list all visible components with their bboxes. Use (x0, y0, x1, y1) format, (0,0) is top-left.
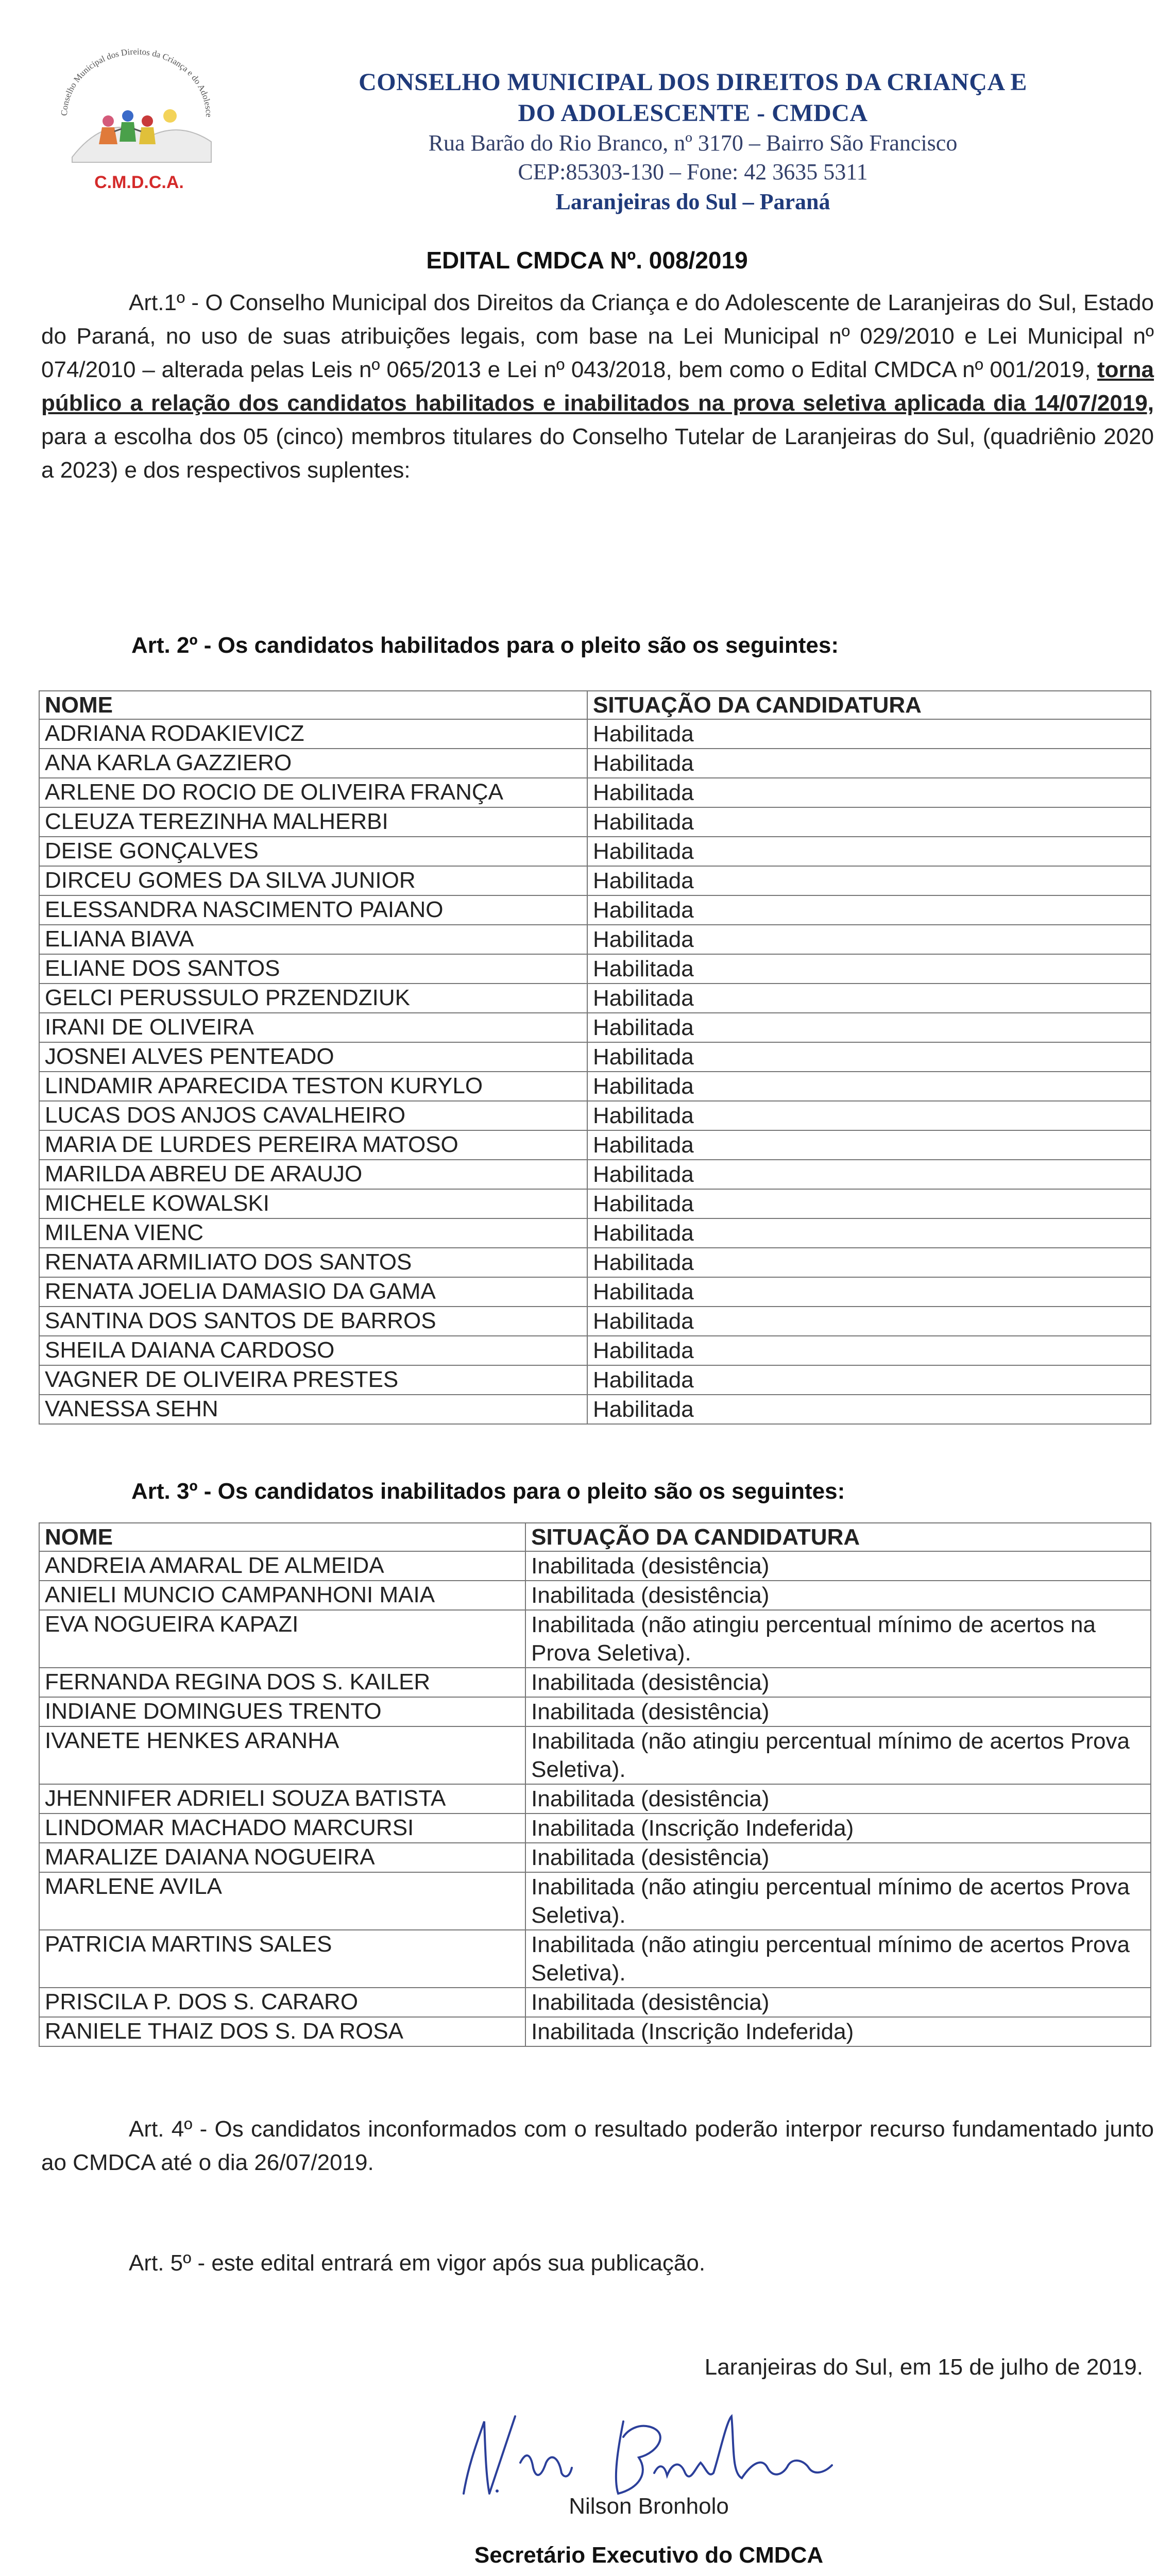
candidacy-status: Habilitada (587, 1365, 1151, 1395)
table-row (39, 749, 1151, 778)
candidate-name: MARILDA ABREU DE ARAUJO (39, 1160, 587, 1189)
table-row (39, 1697, 1151, 1726)
candidacy-status: Inabilitada (desistência) (525, 1988, 1151, 2017)
table-row (39, 1336, 1151, 1365)
table-row (39, 1101, 1151, 1130)
candidate-name: FERNANDA REGINA DOS S. KAILER (39, 1668, 525, 1697)
candidate-name: GELCI PERUSSULO PRZENDZIUK (39, 984, 587, 1013)
article-4-text: Art. 4º - Os candidatos inconformados com o resultado poderão interpor recurso fundamentado junto ao CMDCA até o dia 26/07/2019. (41, 2116, 1154, 2175)
council-name-line1: CONSELHO MUNICIPAL DOS DIREITOS DA CRIANÇA E (359, 69, 1027, 96)
candidate-name: PRISCILA P. DOS S. CARARO (39, 1988, 525, 2017)
candidate-name: LINDOMAR MACHADO MARCURSI (39, 1814, 525, 1843)
candidacy-status: Inabilitada (não atingiu percentual mínimo de acertos Prova Seletiva). (525, 1872, 1151, 1930)
candidacy-status: Habilitada (587, 895, 1151, 925)
table-row (39, 778, 1151, 807)
place-and-date: Laranjeiras do Sul, em 15 de julho de 2019. (704, 2354, 1143, 2380)
edital-title: EDITAL CMDCA Nº. 008/2019 (426, 247, 748, 274)
article-5 (41, 2246, 1154, 2280)
candidacy-status: Inabilitada (desistência) (525, 1697, 1151, 1726)
candidate-name: VANESSA SEHN (39, 1395, 587, 1424)
table-row (39, 1307, 1151, 1336)
table-row (39, 1668, 1151, 1697)
candidate-name: ELIANE DOS SANTOS (39, 954, 587, 984)
table-row (39, 1248, 1151, 1277)
candidate-name: VAGNER DE OLIVEIRA PRESTES (39, 1365, 587, 1395)
candidacy-status: Habilitada (587, 1395, 1151, 1424)
candidacy-status: Habilitada (587, 719, 1151, 749)
article-1 (41, 286, 1154, 487)
candidacy-status: Habilitada (587, 1101, 1151, 1130)
table-row (39, 1395, 1151, 1424)
table-row (39, 1930, 1151, 1988)
table-row (39, 1013, 1151, 1042)
candidate-name: DIRCEU GOMES DA SILVA JUNIOR (39, 866, 587, 895)
candidacy-status: Habilitada (587, 778, 1151, 807)
candidate-name: IRANI DE OLIVEIRA (39, 1013, 587, 1042)
candidacy-status: Habilitada (587, 866, 1151, 895)
table-row (39, 866, 1151, 895)
table-row (39, 1610, 1151, 1668)
candidacy-status: Inabilitada (Inscrição Indeferida) (525, 1814, 1151, 1843)
candidate-name: ARLENE DO ROCIO DE OLIVEIRA FRANÇA (39, 778, 587, 807)
table-row (39, 807, 1151, 837)
candidate-name: SANTINA DOS SANTOS DE BARROS (39, 1307, 587, 1336)
candidacy-status: Habilitada (587, 837, 1151, 866)
candidate-name: MICHELE KOWALSKI (39, 1189, 587, 1218)
column-header-name: NOME (39, 1523, 525, 1551)
table-row (39, 1551, 1151, 1581)
candidate-name: CLEUZA TEREZINHA MALHERBI (39, 807, 587, 837)
candidate-name: PATRICIA MARTINS SALES (39, 1930, 525, 1988)
table-row (39, 1843, 1151, 1872)
council-contact: CEP:85303-130 – Fone: 42 3635 5311 (518, 159, 868, 184)
candidate-name: RENATA ARMILIATO DOS SANTOS (39, 1248, 587, 1277)
table-row (39, 1218, 1151, 1248)
candidate-name: ELIANA BIAVA (39, 925, 587, 954)
candidate-name: INDIANE DOMINGUES TRENTO (39, 1697, 525, 1726)
candidacy-status: Inabilitada (desistência) (525, 1784, 1151, 1814)
table-row (39, 1072, 1151, 1101)
candidacy-status: Inabilitada (não atingiu percentual mínimo de acertos Prova Seletiva). (525, 1930, 1151, 1988)
candidacy-status: Habilitada (587, 954, 1151, 984)
candidacy-status: Inabilitada (desistência) (525, 1843, 1151, 1872)
qualified-candidates-table (39, 690, 1151, 1425)
table-row (39, 837, 1151, 866)
candidate-name: ANA KARLA GAZZIERO (39, 749, 587, 778)
article-1-text-end: para a escolha dos 05 (cinco) membros titulares do Conselho Tutelar de Laranjeiras do Sul, (quadriênio 2020 a 2023) e dos respectivos suplentes: (41, 424, 1154, 483)
handwritten-signature (453, 2401, 845, 2509)
column-header-status: SITUAÇÃO DA CANDIDATURA (587, 691, 1151, 719)
table-row (39, 984, 1151, 1013)
candidacy-status: Habilitada (587, 1218, 1151, 1248)
table-row (39, 954, 1151, 984)
candidate-name: MARIA DE LURDES PEREIRA MATOSO (39, 1130, 587, 1160)
table-row (39, 1988, 1151, 2017)
candidacy-status: Inabilitada (desistência) (525, 1581, 1151, 1610)
article-1-text: Art.1º - O Conselho Municipal dos Direitos da Criança e do Adolescente de Laranjeiras do Sul, Estado do Paraná, no uso de suas atribuições legais, com base na Lei Municipal nº 029/2010 e Lei Municipal nº 074/2010 – alterada pelas Leis nº 065/2013 e Lei nº 043/2018, bem como o Edital CMDCA nº 001/2019, (41, 290, 1154, 382)
table-row (39, 1365, 1151, 1395)
candidacy-status: Habilitada (587, 984, 1151, 1013)
candidacy-status: Habilitada (587, 925, 1151, 954)
candidacy-status: Habilitada (587, 1277, 1151, 1307)
table-row (39, 1814, 1151, 1843)
candidacy-status: Habilitada (587, 1130, 1151, 1160)
table-header-row (39, 1523, 1151, 1551)
disqualified-candidates-table (39, 1522, 1151, 2047)
table-row (39, 1784, 1151, 1814)
table-row (39, 1581, 1151, 1610)
council-address: Rua Barão do Rio Branco, nº 3170 – Bairro São Francisco (428, 130, 958, 156)
candidate-name: MARLENE AVILA (39, 1872, 525, 1930)
candidacy-status: Habilitada (587, 1072, 1151, 1101)
column-header-name: NOME (39, 691, 587, 719)
council-city: Laranjeiras do Sul – Paraná (555, 189, 830, 214)
table-row (39, 1277, 1151, 1307)
table-row (39, 1726, 1151, 1784)
table-row (39, 2017, 1151, 2046)
table-row (39, 925, 1151, 954)
table-row (39, 1189, 1151, 1218)
article-1-emphasis: torna público a relação dos candidatos habilitados e inabilitados na prova seletiva aplicada dia 14/07/2019, (41, 357, 1154, 416)
candidacy-status: Habilitada (587, 1160, 1151, 1189)
candidate-name: ELESSANDRA NASCIMENTO PAIANO (39, 895, 587, 925)
table-row (39, 895, 1151, 925)
logo-arc-text: Conselho Municipal dos Direitos da Criança e do Adolesce (59, 46, 214, 117)
candidate-name: JHENNIFER ADRIELI SOUZA BATISTA (39, 1784, 525, 1814)
article-2-heading: Art. 2º - Os candidatos habilitados para o pleito são os seguintes: (131, 633, 839, 658)
signer-name: Nilson Bronholo (569, 2494, 729, 2519)
candidate-name: JOSNEI ALVES PENTEADO (39, 1042, 587, 1072)
article-4 (41, 2112, 1154, 2179)
table-row (39, 1872, 1151, 1930)
candidacy-status: Habilitada (587, 1013, 1151, 1042)
candidacy-status: Inabilitada (Inscrição Indeferida) (525, 2017, 1151, 2046)
candidate-name: LUCAS DOS ANJOS CAVALHEIRO (39, 1101, 587, 1130)
candidate-name: DEISE GONÇALVES (39, 837, 587, 866)
candidacy-status: Inabilitada (desistência) (525, 1668, 1151, 1697)
candidacy-status: Habilitada (587, 749, 1151, 778)
candidate-name: ANIELI MUNCIO CAMPANHONI MAIA (39, 1581, 525, 1610)
candidate-name: RENATA JOELIA DAMASIO DA GAMA (39, 1277, 587, 1307)
article-5-text: Art. 5º - este edital entrará em vigor após sua publicação. (129, 2250, 706, 2276)
candidate-name: ADRIANA RODAKIEVICZ (39, 719, 587, 749)
table-row (39, 719, 1151, 749)
candidate-name: SHEILA DAIANA CARDOSO (39, 1336, 587, 1365)
candidacy-status: Habilitada (587, 1189, 1151, 1218)
candidacy-status: Inabilitada (não atingiu percentual mínimo de acertos Prova Seletiva). (525, 1726, 1151, 1784)
candidate-name: RANIELE THAIZ DOS S. DA ROSA (39, 2017, 525, 2046)
logo-acronym: C.M.D.C.A. (94, 173, 184, 192)
candidacy-status: Inabilitada (desistência) (525, 1551, 1151, 1581)
candidacy-status: Habilitada (587, 1336, 1151, 1365)
candidate-name: EVA NOGUEIRA KAPAZI (39, 1610, 525, 1668)
candidacy-status: Habilitada (587, 1042, 1151, 1072)
candidate-name: ANDREIA AMARAL DE ALMEIDA (39, 1551, 525, 1581)
candidate-name: MARALIZE DAIANA NOGUEIRA (39, 1843, 525, 1872)
candidacy-status: Habilitada (587, 807, 1151, 837)
table-row (39, 1042, 1151, 1072)
candidacy-status: Habilitada (587, 1248, 1151, 1277)
signer-role: Secretário Executivo do CMDCA (474, 2543, 824, 2568)
table-header-row (39, 691, 1151, 719)
candidacy-status: Inabilitada (não atingiu percentual mínimo de acertos na Prova Seletiva). (525, 1610, 1151, 1668)
candidate-name: IVANETE HENKES ARANHA (39, 1726, 525, 1784)
table-row (39, 1130, 1151, 1160)
candidate-name: MILENA VIENC (39, 1218, 587, 1248)
candidate-name: LINDAMIR APARECIDA TESTON KURYLO (39, 1072, 587, 1101)
column-header-status: SITUAÇÃO DA CANDIDATURA (525, 1523, 1151, 1551)
candidacy-status: Habilitada (587, 1307, 1151, 1336)
council-name-line2: DO ADOLESCENTE - CMDCA (518, 99, 868, 127)
letterhead (288, 67, 1097, 217)
article-3-heading: Art. 3º - Os candidatos inabilitados para o pleito são os seguintes: (131, 1479, 845, 1504)
table-row (39, 1160, 1151, 1189)
cmdca-logo (36, 39, 242, 204)
